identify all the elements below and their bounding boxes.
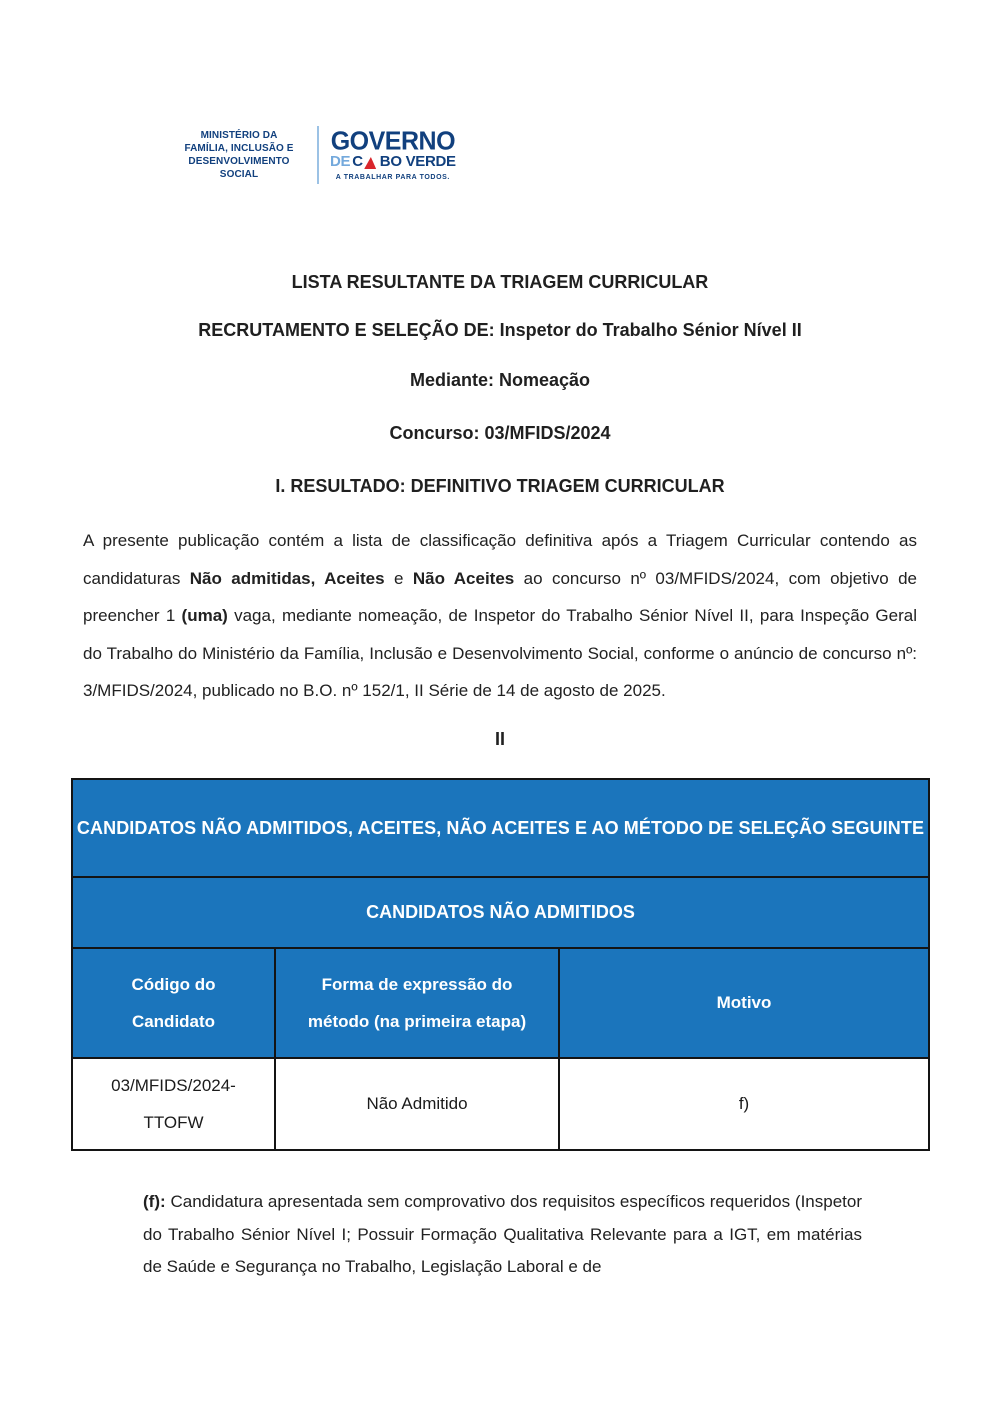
intro-bold-nao-admitidas: Não admitidas, Aceites [189,568,385,588]
ministry-line: DESENVOLVIMENTO SOCIAL [188,156,290,180]
candidates-table [71,778,930,1151]
mediante-subtitle: Mediante: Nomeação [409,370,591,390]
government-logo [172,126,456,184]
ministry-line: MINISTÉRIO DA [200,130,278,141]
table-header-sub-row [72,877,929,948]
concurso-subtitle: Concurso: 03/MFIDS/2024 [389,423,611,443]
de-text: DE [330,152,351,170]
table-column-header-row [72,948,929,1058]
footnote-label: (f): [143,1192,166,1211]
government-tagline: A TRABALHAR PARA TODOS. [335,174,450,182]
intro-text: A presente publicação contém a lista de classificação definitiva após a Triagem Curricular contendo as candidaturas [83,531,917,588]
intro-bold-nao-aceites: Não Aceites [412,568,515,588]
cabo-verde-rest: BO VERDE [379,152,456,170]
recruitment-subtitle: RECRUTAMENTO E SELEÇÃO DE: Inspetor do Trabalho Sénior Nível II [198,320,802,340]
section-number: II [494,729,505,749]
intro-bold-uma: (uma) [181,606,228,625]
column-header-forma: Forma de expressão do método (na primeira etapa) [275,948,559,1058]
intro-text: vaga, mediante nomeação, de Inspetor do Trabalho Sénior Nível II, para Inspeção Geral do Trabalho do Ministério da Família, Inclusão e Desenvolvimento Social, conforme o anúncio de concurso nº: 3/MFIDS/2024, publicado no B.O. nº 152/1, II Série de 14 de agosto de 2025. [83,606,917,700]
footnote-f [143,1186,862,1284]
ministry-name [172,129,306,181]
cell-forma: Não Admitido [275,1058,559,1150]
resultado-subtitle: I. RESULTADO: DEFINITIVO TRIAGEM CURRICULAR [275,476,725,496]
column-header-codigo: Código do Candidato [72,948,275,1058]
red-flag-swoosh-icon [364,157,378,169]
intro-text: e [384,568,413,588]
ministry-line: FAMÍLIA, INCLUSÃO E [184,143,294,154]
table-row [72,1058,929,1150]
column-header-motivo: Motivo [559,948,929,1058]
intro-text: ao concurso nº 03/MFIDS/2024, com objetivo de preencher 1 [83,568,918,625]
intro-paragraph [83,522,917,710]
page-title: LISTA RESULTANTE DA TRIAGEM CURRICULAR [291,272,709,292]
table-main-header: CANDIDATOS NÃO ADMITIDOS, ACEITES, NÃO ACEITES E AO MÉTODO DE SELEÇÃO SEGUINTE [72,779,929,877]
cabo-initial: C [352,152,363,170]
footnote-text: Candidatura apresentada sem comprovativo dos requisitos específicos requeridos (Inspetor do Trabalho Sénior Nível I; Possuir Formação Qualitativa Relevante para a IGT, em matérias de Saúde e Segurança no Trabalho, Legislação Laboral e de [143,1192,862,1276]
governo-text: GOVERNO [330,126,456,156]
cell-motivo: f) [559,1058,929,1150]
cabo-verde-text [330,154,456,171]
cell-codigo: 03/MFIDS/2024-TTOFW [72,1058,275,1150]
table-sub-header: CANDIDATOS NÃO ADMITIDOS [72,877,929,948]
logo-divider [317,126,319,184]
table-header-main-row [72,779,929,877]
governo-wordmark [330,126,456,182]
